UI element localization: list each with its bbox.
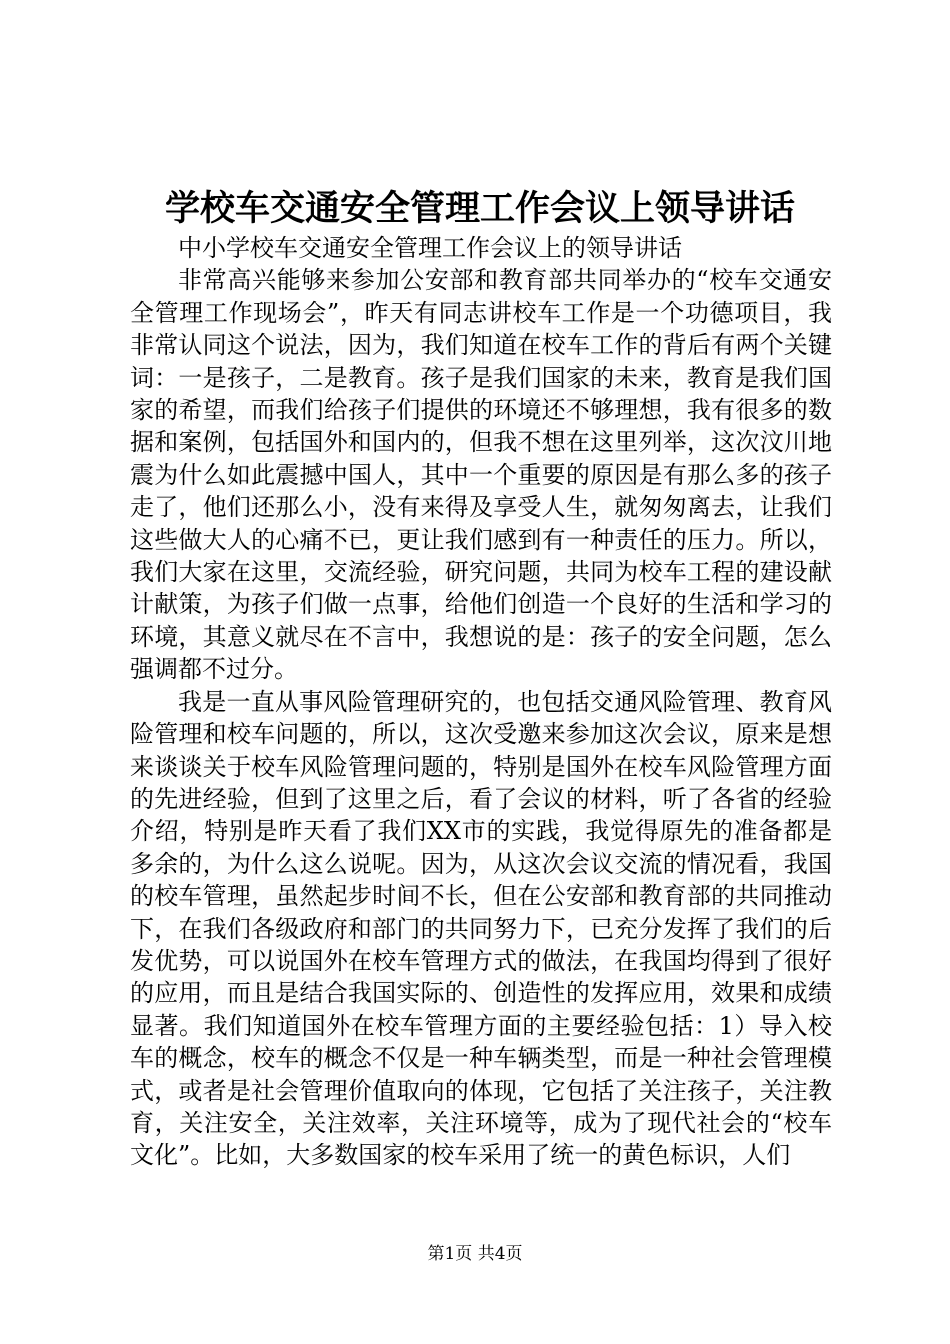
document-title: 学校车交通安全管理工作会议上领导讲话 bbox=[164, 189, 795, 229]
paragraph: 我是一直从事风险管理研究的，也包括交通风险管理、教育风险管理和校车问题的，所以，这次受邀来参加这次会议，原来是想来谈谈关于校车风险管理问题的，特别是国外在校车风险管理方面的先进经验，但到了这里之后，看了会议的材料，听了各省的经验介绍，特别是昨天看了我们XX市的实践，我觉得原先的准备都是多余的，为什么这么说呢。因为，从这次会议交流的情况看，我国的校车管理，虽然起步时间不长，但在公安部和教育部的共同推动下，在我们各级政府和部门的共同努力下，已充分发挥了我们的后发优势，可以说国外在校车管理方式的做法，在我国均得到了很好的应用，而且是结合我国实际的、创造性的发挥应用，效果和成绩显著。我们知道国外在校车管理方面的主要经验包括：1）导入校车的概念，校车的概念不仅是一种车辆类型，而是一种社会管理模式，或者是社会管理价值取向的体现，它包括了关注孩子，关注教育，关注安全，关注效率，关注环境等，成为了现代社会的“校车文化”。比如，大多数国家的校车采用了统一的黄色标识，人们 bbox=[130, 687, 832, 1170]
document-body bbox=[130, 232, 832, 1172]
page-number: 第1页 共4页 bbox=[427, 1244, 523, 1264]
paragraph: 非常高兴能够来参加公安部和教育部共同举办的“校车交通安全管理工作现场会”，昨天有同志讲校车工作是一个功德项目，我非常认同这个说法，因为，我们知道在校车工作的背后有两个关键词：一是孩子，二是教育。孩子是我们国家的未来，教育是我们国家的希望，而我们给孩子们提供的环境还不够理想，我有很多的数据和案例，包括国外和国内的，但我不想在这里列举，这次汶川地震为什么如此震撼中国人，其中一个重要的原因是有那么多的孩子走了，他们还那么小，没有来得及享受人生，就匆匆离去，让我们这些做大人的心痛不已，更让我们感到有一种责任的压力。所以，我们大家在这里，交流经验，研究问题，共同为校车工程的建设献计献策，为孩子们做一点事，给他们创造一个良好的生活和学习的环境，其意义就尽在不言中，我想说的是：孩子的安全问题，怎么强调都不过分。 bbox=[130, 266, 832, 684]
subtitle-line: 中小学校车交通安全管理工作会议上的领导讲话 bbox=[178, 234, 682, 262]
